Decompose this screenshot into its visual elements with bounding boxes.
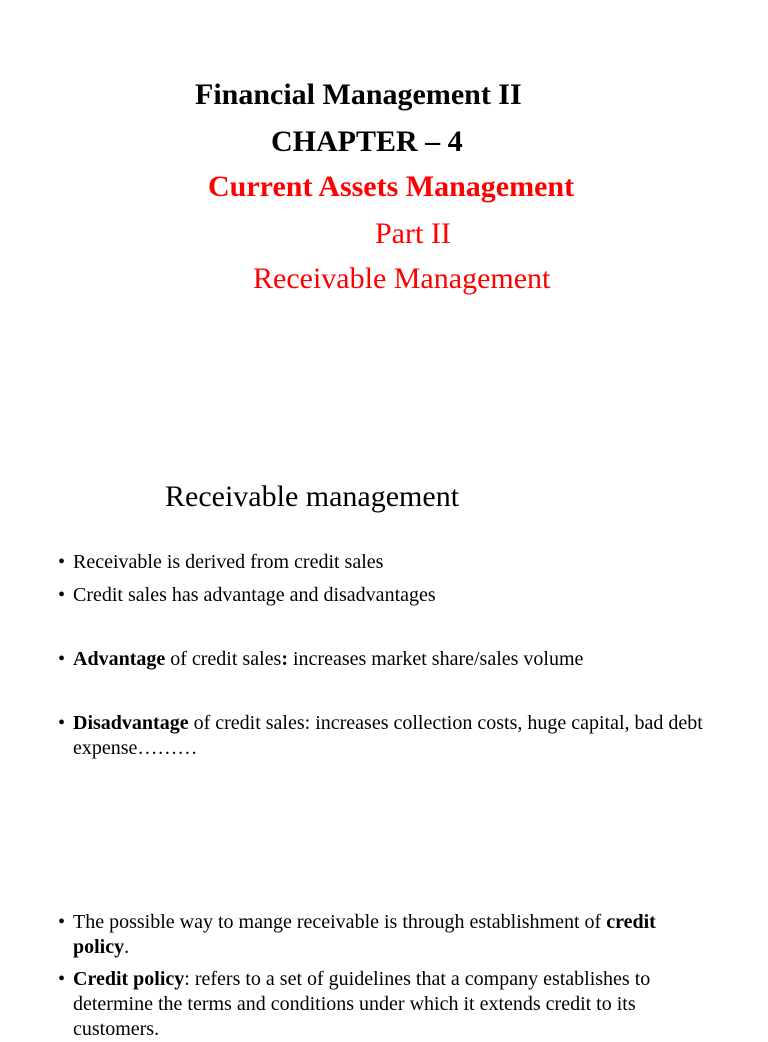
bullet-text-run: increases market share/sales volume	[287, 648, 584, 670]
slide-heading: Receivable management	[165, 480, 460, 513]
bullet-text-run: of credit sales	[165, 648, 282, 670]
bullet-item	[58, 967, 708, 1042]
bullet-item	[58, 550, 708, 575]
bullet-text	[58, 647, 708, 672]
bullet-item	[58, 583, 708, 608]
bullet-text	[58, 711, 708, 761]
bullet-text-run: .	[124, 936, 130, 958]
bullet-dot: •	[58, 551, 66, 573]
bullet-text-run: of credit sales: increases collection costs, huge capital, bad debt expense………	[73, 712, 703, 759]
bullet-text	[58, 550, 708, 575]
course-title: Financial Management II	[195, 78, 522, 111]
bullet-bold-term: credit policy	[73, 911, 656, 958]
bullet-bold-colon: :	[281, 648, 288, 670]
bullet-dot: •	[58, 968, 66, 990]
part-title: Receivable Management	[253, 262, 551, 295]
bullet-text	[58, 583, 708, 608]
bullet-text-run: The possible way to mange receivable is through establishment of	[73, 911, 607, 933]
bullet-bold-term: Credit policy	[73, 968, 185, 990]
bullet-text	[58, 910, 708, 960]
bullet-bold-term: Advantage	[73, 648, 166, 670]
bullet-dot: •	[58, 712, 66, 734]
bullet-text-run: Receivable is derived from credit sales	[73, 551, 384, 573]
bullet-bold-term: Disadvantage	[73, 712, 189, 734]
bullet-text-run: : refers to a set of guidelines that a company establishes to determine the terms and conditions under which it extends credit to its customers.	[73, 968, 651, 1040]
bullet-text-run: Credit sales has advantage and disadvantages	[73, 584, 436, 606]
part-label: Part II	[375, 217, 451, 250]
bullet-dot: •	[58, 648, 66, 670]
chapter-label: CHAPTER – 4	[271, 125, 463, 158]
bullet-dot: •	[58, 911, 66, 933]
bullet-item	[58, 711, 708, 761]
bullet-dot: •	[58, 584, 66, 606]
bullet-text	[58, 967, 708, 1042]
chapter-title: Current Assets Management	[208, 170, 575, 203]
bullet-item	[58, 647, 708, 672]
bullet-item	[58, 910, 708, 960]
